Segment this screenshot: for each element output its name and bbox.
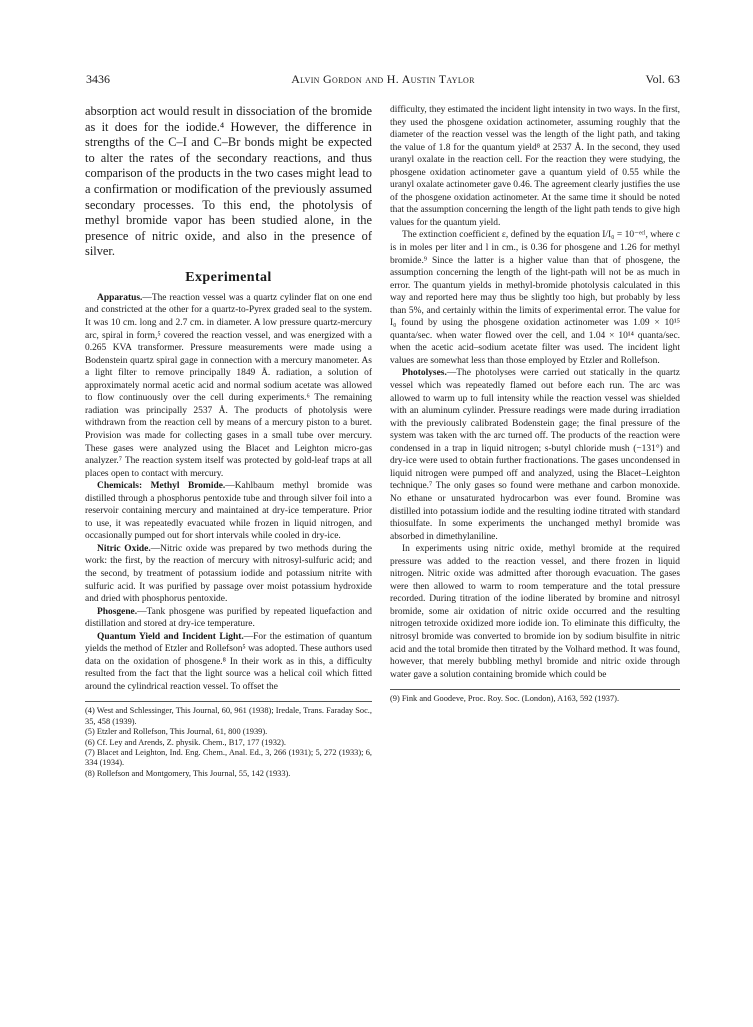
paragraph-chemicals [85, 480, 372, 543]
paragraph-phosgene [85, 606, 372, 631]
footnote: (5) Etzler and Rollefson, This Journal, 61, 800 (1939). [85, 727, 268, 737]
paragraph-quantum-yield [85, 631, 372, 694]
paragraph-apparatus [85, 292, 372, 480]
paragraph-text: —The reaction vessel was a quartz cylinder flat on one end and constricted at the other for a quartz-to-Pyrex graded seal to the system. It was 10 cm. long and 2.7 cm. in diameter. A low pressure quartz-mercury arc, spiral in form,⁵ covered the reaction vessel, and was energized with a 0.265 KVA transformer. Pressure measurements were made using a Bodenstein quartz spiral gage in connection with a mercury manometer. As a light filter to remove principally 1849 Å. radiation, a solution of approximately normal acetic acid and normal sodium acetate was allowed to flow continuously over the cell during experiments.⁶ The remaining radiation was principally 2537 Å. The products of photolysis were withdrawn from the reaction cell by means of a mercury piston to a buret. Provision was made for collecting gases in a small tube over mercury. These gases were analyzed using the Blacet and Leighton micro-gas analyzer.⁷ The reaction system itself was protected by gold-leaf traps at all places open to contact with mercury. [85, 292, 372, 479]
paragraph-text: —Tank phosgene was purified by repeated liquefaction and distillation and stored at dry-ice temperature. [85, 606, 372, 630]
footnote: (4) West and Schlessinger, This Journal, 60, 961 (1938); Iredale, Trans. Faraday Soc., 35, 458 (1939). [85, 706, 372, 726]
paragraph-nitric-oxide [85, 543, 372, 606]
paragraph-photolyses [390, 367, 680, 543]
intro-paragraph: absorption act would result in dissociation of the bromide as it does for the iodide.⁴ However, the difference in strengths of the C–I and C–Br bonds might be expected to alter the rates of the secondary reactions, and thus comparison of the products in the two cases might lead to a confirmation or modification of the previously assumed secondary processes. To this end, the photolysis of methyl bromide vapor has been studied alone, in the presence of nitric oxide, and also in the presence of silver. [85, 104, 372, 259]
footnote: (7) Blacet and Leighton, Ind. Eng. Chem., Anal. Ed., 3, 266 (1931); 5, 272 (1933); 6, 334 (1934). [85, 748, 372, 768]
footnote-rule [85, 701, 372, 702]
run-in-heading: Apparatus. [97, 292, 143, 303]
run-in-heading: Photolyses. [402, 368, 447, 379]
run-in-heading: Quantum Yield and Incident Light. [97, 631, 244, 642]
run-in-heading: Phosgene. [97, 606, 138, 617]
footnote-rule [390, 689, 680, 690]
run-in-heading: Nitric Oxide. [97, 543, 151, 554]
left-column [85, 104, 372, 779]
footnote: (9) Fink and Goodeve, Proc. Roy. Soc. (London), A163, 592 (1937). [390, 694, 620, 704]
running-header [86, 72, 680, 90]
section-heading-experimental: Experimental [185, 269, 272, 285]
running-title: Alvin Gordon and H. Austin Taylor [291, 72, 475, 86]
paragraph-extinction: The extinction coefficient ε, defined by the equation I/I₀ = 10⁻ᵉᶜˡ, where c is in moles per liter and l in cm., is 0.36 for phosgene and 1.26 for methyl bromide.⁹ Since the latter is a higher value than that of phosgene, the assumption concerning the length of the light-path will not be as much in error. The quantum yields in methyl-bromide photolysis calculated in this way and reported here may thus be slightly too high, but probably by less than 5%, and certainly within the limits of experimental error. The value for I₀ found by using the phosgene oxidation actinometer was 1.09 × 10¹⁵ quanta/sec. when water flowed over the cell, and 1.04 × 10¹⁴ quanta/sec. when the acetic acid–sodium acetate filter was used. The incident light values are somewhat less than those employed by Etzler and Rollefson. [390, 230, 680, 366]
paragraph-text: —For the estimation of quantum yields the method of Etzler and Rollefson⁵ was adopted. These authors used data on the oxidation of phosgene.⁸ In their work as in this, a difficulty resulted from the fact that the light source was a helical coil which fitted around the cylindrical reaction vessel. To offset the [85, 631, 372, 692]
footnote: (8) Rollefson and Montgomery, This Journal, 55, 142 (1933). [85, 768, 291, 778]
volume-label: Vol. 63 [645, 72, 680, 86]
footnotes-right [390, 694, 680, 704]
paragraph-text: —The photolyses were carried out statically in the quartz vessel which was repeatedly flamed out before each run. The arc was allowed to warm up to full intensity while the reaction vessel was shielded with an aluminum cylinder. Pressure readings were made during irradiation with the previously calibrated Bodenstein gage; the final pressure of the system was taken with the arc turned off. The products of the reaction were condensed in a trap in liquid nitrogen; s-butyl chloride mush (−131°) and dry-ice were used to obtain further fractionations. The gases uncondensed in liquid nitrogen were pumped off and analyzed, using the Blacet–Leighton technique.⁷ The only gases so found were methane and carbon monoxide. No ethane or unsaturated hydrocarbon was ever found. Bromine was distilled into potassium iodide and the resulting iodine titrated with standard thiosulfate. In some experiments the unchanged methyl bromide was absorbed in dimethylaniline. [390, 368, 680, 542]
paragraph-nitric-oxide-experiments: In experiments using nitric oxide, methyl bromide at the required pressure was added to the reaction vessel, and there frozen in liquid nitrogen. Nitric oxide was admitted after thorough evacuation. The gases were then allowed to warm to room temperature and the total pressure recorded. During titration of the iodine liberated by bromine and nitrosyl bromide, some air oxidation of nitric oxide occurred and the resulting nitrogen tetroxide oxidized more iodide ion. To eliminate this difficulty, the nitrosyl bromide was converted to bromide ion by sodium bisulfite in nitric acid and the total bromide then titrated by the Volhard method. It was found, however, that merely bubbling methyl bromide and nitric oxide through water gave a solution containing bromide which could be [390, 544, 680, 680]
paragraph-continued: difficulty, they estimated the incident light intensity in two ways. In the first, they used the phosgene oxidation actinometer, assuming roughly that the diameter of the reaction vessel was the length of the light path, and taking the value of 1.8 for the quantum yield⁸ at 2537 Å. In the second, they used uranyl oxalate in the reaction cell. For the reaction they were studying, the phosgene oxidation actinometer gave a quantum yield of 0.55 while the uranyl oxalate actinometer gave 0.46. The agreement clearly justifies the use of the phosgene oxidation actinometer. At the same time it should be noted that the assumption concerning the length of the light path tends to give high values for the quantum yield. [390, 105, 680, 228]
paragraph-text: —Kahlbaum methyl bromide was distilled through a phosphorus pentoxide tube and through silver foil into a reservoir containing mercury and maintained at dry-ice temperature. Prior to use, it was repeatedly evacuated while frozen in liquid nitrogen, and occasionally pumped out for short intervals while cooled in dry-ice. [85, 481, 372, 542]
right-column [390, 104, 680, 705]
footnote: (6) Cf. Ley and Arends, Z. physik. Chem., B17, 177 (1932). [85, 737, 286, 747]
paragraph-text: —Nitric oxide was prepared by two methods during the work: the first, by the reaction of mercury with nitrosyl-sulfuric acid; and the second, by treatment of potassium iodide and potassium nitrite with sulfuric acid. It was purified by passage over moist potassium hydroxide and dried with phosphorus pentoxide. [85, 543, 372, 605]
page-number: 3436 [86, 72, 110, 86]
footnotes-left [85, 706, 372, 779]
run-in-heading: Chemicals: Methyl Bromide. [97, 481, 226, 492]
